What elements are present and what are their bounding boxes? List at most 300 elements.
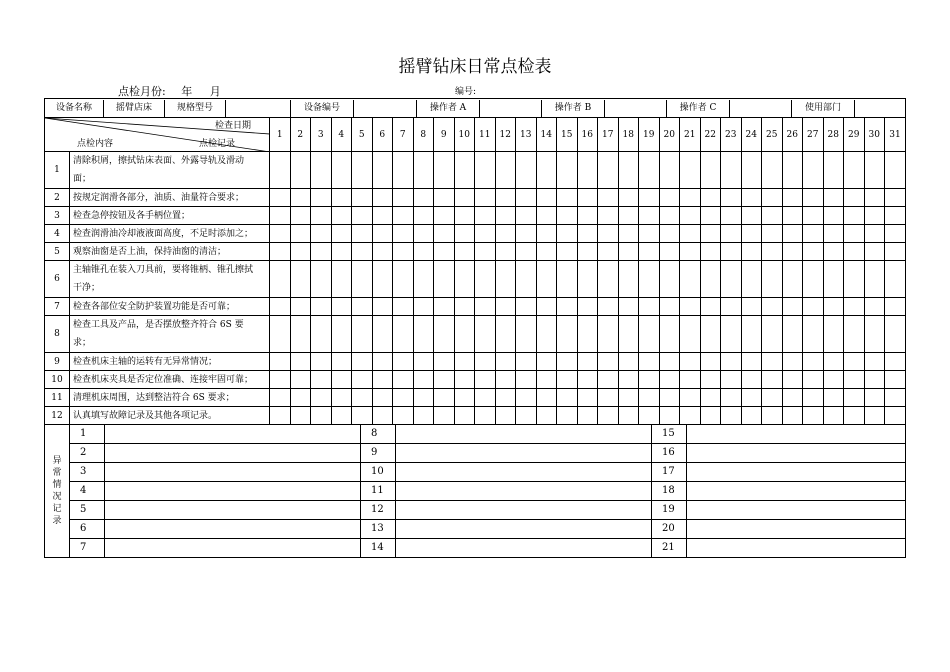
check-record-cell[interactable] [762,225,783,243]
check-record-cell[interactable] [823,353,844,371]
check-record-cell[interactable] [393,316,414,353]
check-record-cell[interactable] [885,225,906,243]
check-record-cell[interactable] [680,189,701,207]
check-record-cell[interactable] [290,298,311,316]
check-record-cell[interactable] [516,407,537,425]
abnormal-record-field[interactable] [396,520,652,538]
check-record-cell[interactable] [352,225,373,243]
check-record-cell[interactable] [618,261,639,298]
check-record-cell[interactable] [844,261,865,298]
check-record-cell[interactable] [577,316,598,353]
check-record-cell[interactable] [536,189,557,207]
check-record-cell[interactable] [659,407,680,425]
check-record-cell[interactable] [495,407,516,425]
check-record-cell[interactable] [639,353,660,371]
check-record-cell[interactable] [516,243,537,261]
check-record-cell[interactable] [762,298,783,316]
check-record-cell[interactable] [372,152,393,189]
check-record-cell[interactable] [659,225,680,243]
check-record-cell[interactable] [434,316,455,353]
check-record-cell[interactable] [536,371,557,389]
check-record-cell[interactable] [434,225,455,243]
check-record-cell[interactable] [700,243,721,261]
check-record-cell[interactable] [577,152,598,189]
check-record-cell[interactable] [557,243,578,261]
check-record-cell[interactable] [741,407,762,425]
check-record-cell[interactable] [372,225,393,243]
check-record-cell[interactable] [741,243,762,261]
check-record-cell[interactable] [762,389,783,407]
check-record-cell[interactable] [331,189,352,207]
check-record-cell[interactable] [782,316,803,353]
check-record-cell[interactable] [434,261,455,298]
check-record-cell[interactable] [721,225,742,243]
check-record-cell[interactable] [352,371,373,389]
check-record-cell[interactable] [290,407,311,425]
check-record-cell[interactable] [475,189,496,207]
check-record-cell[interactable] [331,225,352,243]
check-record-cell[interactable] [475,389,496,407]
check-record-cell[interactable] [803,298,824,316]
check-record-cell[interactable] [270,353,291,371]
check-record-cell[interactable] [762,243,783,261]
operator-c-field[interactable] [730,100,792,117]
check-record-cell[interactable] [516,225,537,243]
check-record-cell[interactable] [413,189,434,207]
check-record-cell[interactable] [823,243,844,261]
check-record-cell[interactable] [331,152,352,189]
check-record-cell[interactable] [618,407,639,425]
check-record-cell[interactable] [823,225,844,243]
check-record-cell[interactable] [864,389,885,407]
check-record-cell[interactable] [577,371,598,389]
check-record-cell[interactable] [495,152,516,189]
check-record-cell[interactable] [557,225,578,243]
check-record-cell[interactable] [454,353,475,371]
check-record-cell[interactable] [782,261,803,298]
check-record-cell[interactable] [495,371,516,389]
check-record-cell[interactable] [557,389,578,407]
check-record-cell[interactable] [311,407,332,425]
check-record-cell[interactable] [864,371,885,389]
check-record-cell[interactable] [864,152,885,189]
check-record-cell[interactable] [516,298,537,316]
check-record-cell[interactable] [372,353,393,371]
check-record-cell[interactable] [495,189,516,207]
check-record-cell[interactable] [885,189,906,207]
check-record-cell[interactable] [803,353,824,371]
check-record-cell[interactable] [618,353,639,371]
check-record-cell[interactable] [700,261,721,298]
abnormal-record-field[interactable] [105,539,361,557]
check-record-cell[interactable] [598,261,619,298]
check-record-cell[interactable] [454,316,475,353]
check-record-cell[interactable] [290,225,311,243]
check-record-cell[interactable] [454,225,475,243]
check-record-cell[interactable] [454,152,475,189]
check-record-cell[interactable] [311,261,332,298]
check-record-cell[interactable] [495,316,516,353]
check-record-cell[interactable] [823,261,844,298]
operator-b-field[interactable] [605,100,667,117]
check-record-cell[interactable] [557,407,578,425]
check-record-cell[interactable] [659,261,680,298]
check-record-cell[interactable] [557,371,578,389]
check-record-cell[interactable] [352,243,373,261]
check-record-cell[interactable] [434,189,455,207]
check-record-cell[interactable] [372,189,393,207]
check-record-cell[interactable] [598,298,619,316]
check-record-cell[interactable] [844,353,865,371]
abnormal-record-field[interactable] [687,482,906,500]
check-record-cell[interactable] [331,316,352,353]
check-record-cell[interactable] [885,152,906,189]
check-record-cell[interactable] [864,189,885,207]
check-record-cell[interactable] [700,407,721,425]
check-record-cell[interactable] [331,261,352,298]
check-record-cell[interactable] [475,353,496,371]
check-record-cell[interactable] [413,316,434,353]
check-record-cell[interactable] [844,389,865,407]
operator-a-field[interactable] [480,100,542,117]
check-record-cell[interactable] [516,261,537,298]
check-record-cell[interactable] [372,298,393,316]
check-record-cell[interactable] [885,389,906,407]
check-record-cell[interactable] [844,189,865,207]
check-record-cell[interactable] [475,371,496,389]
abnormal-record-field[interactable] [105,501,361,519]
check-record-cell[interactable] [659,298,680,316]
check-record-cell[interactable] [331,371,352,389]
check-record-cell[interactable] [700,316,721,353]
check-record-cell[interactable] [434,152,455,189]
check-record-cell[interactable] [393,298,414,316]
check-record-cell[interactable] [803,189,824,207]
check-record-cell[interactable] [270,371,291,389]
check-record-cell[interactable] [639,407,660,425]
check-record-cell[interactable] [823,207,844,225]
check-record-cell[interactable] [270,407,291,425]
check-record-cell[interactable] [639,189,660,207]
check-record-cell[interactable] [352,207,373,225]
check-record-cell[interactable] [721,261,742,298]
check-record-cell[interactable] [700,298,721,316]
check-record-cell[interactable] [495,207,516,225]
check-record-cell[interactable] [782,207,803,225]
check-record-cell[interactable] [557,316,578,353]
check-record-cell[interactable] [721,353,742,371]
check-record-cell[interactable] [680,152,701,189]
check-record-cell[interactable] [475,207,496,225]
check-record-cell[interactable] [434,243,455,261]
check-record-cell[interactable] [372,389,393,407]
check-record-cell[interactable] [577,189,598,207]
check-record-cell[interactable] [270,316,291,353]
check-record-cell[interactable] [577,407,598,425]
check-record-cell[interactable] [782,298,803,316]
check-record-cell[interactable] [782,353,803,371]
check-record-cell[interactable] [680,316,701,353]
check-record-cell[interactable] [864,243,885,261]
check-record-cell[interactable] [721,371,742,389]
check-record-cell[interactable] [659,152,680,189]
check-record-cell[interactable] [516,189,537,207]
check-record-cell[interactable] [618,189,639,207]
check-record-cell[interactable] [270,298,291,316]
check-record-cell[interactable] [844,316,865,353]
abnormal-record-field[interactable] [396,425,652,443]
check-record-cell[interactable] [639,316,660,353]
check-record-cell[interactable] [557,152,578,189]
check-record-cell[interactable] [557,189,578,207]
check-record-cell[interactable] [823,189,844,207]
check-record-cell[interactable] [495,353,516,371]
check-record-cell[interactable] [618,298,639,316]
check-record-cell[interactable] [270,389,291,407]
check-record-cell[interactable] [311,152,332,189]
check-record-cell[interactable] [598,189,619,207]
check-record-cell[interactable] [823,407,844,425]
check-record-cell[interactable] [618,316,639,353]
check-record-cell[interactable] [413,353,434,371]
check-record-cell[interactable] [680,353,701,371]
check-record-cell[interactable] [393,407,414,425]
check-record-cell[interactable] [680,298,701,316]
check-record-cell[interactable] [536,407,557,425]
check-record-cell[interactable] [721,298,742,316]
check-record-cell[interactable] [434,298,455,316]
check-record-cell[interactable] [721,389,742,407]
check-record-cell[interactable] [331,298,352,316]
check-record-cell[interactable] [721,407,742,425]
check-record-cell[interactable] [536,389,557,407]
check-record-cell[interactable] [864,353,885,371]
check-record-cell[interactable] [413,371,434,389]
check-record-cell[interactable] [413,389,434,407]
check-record-cell[interactable] [331,353,352,371]
check-record-cell[interactable] [741,353,762,371]
check-record-cell[interactable] [577,298,598,316]
check-record-cell[interactable] [434,407,455,425]
check-record-cell[interactable] [372,407,393,425]
check-record-cell[interactable] [844,407,865,425]
check-record-cell[interactable] [864,207,885,225]
check-record-cell[interactable] [721,243,742,261]
check-record-cell[interactable] [352,316,373,353]
check-record-cell[interactable] [495,225,516,243]
abnormal-record-field[interactable] [105,425,361,443]
check-record-cell[interactable] [721,189,742,207]
check-record-cell[interactable] [680,207,701,225]
check-record-cell[interactable] [700,207,721,225]
check-record-cell[interactable] [393,207,414,225]
check-record-cell[interactable] [516,316,537,353]
check-record-cell[interactable] [803,225,824,243]
check-record-cell[interactable] [270,261,291,298]
check-record-cell[interactable] [823,298,844,316]
check-record-cell[interactable] [659,243,680,261]
check-record-cell[interactable] [311,189,332,207]
check-record-cell[interactable] [659,389,680,407]
abnormal-record-field[interactable] [396,501,652,519]
check-record-cell[interactable] [680,225,701,243]
check-record-cell[interactable] [372,316,393,353]
check-record-cell[interactable] [352,389,373,407]
check-record-cell[interactable] [475,298,496,316]
check-record-cell[interactable] [311,243,332,261]
check-record-cell[interactable] [885,207,906,225]
check-record-cell[interactable] [864,298,885,316]
check-record-cell[interactable] [536,225,557,243]
check-record-cell[interactable] [393,152,414,189]
check-record-cell[interactable] [885,316,906,353]
check-record-cell[interactable] [577,389,598,407]
check-record-cell[interactable] [762,189,783,207]
check-record-cell[interactable] [844,371,865,389]
check-record-cell[interactable] [495,298,516,316]
check-record-cell[interactable] [454,371,475,389]
check-record-cell[interactable] [700,389,721,407]
check-record-cell[interactable] [372,261,393,298]
check-record-cell[interactable] [885,407,906,425]
check-record-cell[interactable] [536,207,557,225]
check-record-cell[interactable] [741,371,762,389]
check-record-cell[interactable] [577,243,598,261]
abnormal-record-field[interactable] [687,444,906,462]
abnormal-record-field[interactable] [105,463,361,481]
check-record-cell[interactable] [639,207,660,225]
check-record-cell[interactable] [495,261,516,298]
check-record-cell[interactable] [844,243,865,261]
check-record-cell[interactable] [372,371,393,389]
check-record-cell[interactable] [721,316,742,353]
check-record-cell[interactable] [598,207,619,225]
check-record-cell[interactable] [577,207,598,225]
check-record-cell[interactable] [270,152,291,189]
check-record-cell[interactable] [864,407,885,425]
check-record-cell[interactable] [557,261,578,298]
check-record-cell[interactable] [475,243,496,261]
check-record-cell[interactable] [639,389,660,407]
check-record-cell[interactable] [290,389,311,407]
check-record-cell[interactable] [721,152,742,189]
check-record-cell[interactable] [598,353,619,371]
check-record-cell[interactable] [659,371,680,389]
check-record-cell[interactable] [290,371,311,389]
check-record-cell[interactable] [680,261,701,298]
check-record-cell[interactable] [782,225,803,243]
check-record-cell[interactable] [721,207,742,225]
check-record-cell[interactable] [475,152,496,189]
check-record-cell[interactable] [372,243,393,261]
abnormal-record-field[interactable] [687,425,906,443]
check-record-cell[interactable] [557,207,578,225]
check-record-cell[interactable] [516,207,537,225]
check-record-cell[interactable] [782,189,803,207]
check-record-cell[interactable] [639,298,660,316]
abnormal-record-field[interactable] [105,482,361,500]
check-record-cell[interactable] [331,207,352,225]
check-record-cell[interactable] [762,152,783,189]
check-record-cell[interactable] [434,353,455,371]
check-record-cell[interactable] [311,298,332,316]
check-record-cell[interactable] [290,353,311,371]
check-record-cell[interactable] [741,189,762,207]
check-record-cell[interactable] [352,261,373,298]
check-record-cell[interactable] [885,371,906,389]
abnormal-record-field[interactable] [396,444,652,462]
check-record-cell[interactable] [352,298,373,316]
abnormal-record-field[interactable] [687,539,906,557]
check-record-cell[interactable] [413,298,434,316]
check-record-cell[interactable] [536,261,557,298]
check-record-cell[interactable] [823,389,844,407]
check-record-cell[interactable] [741,207,762,225]
check-record-cell[interactable] [844,298,865,316]
check-record-cell[interactable] [700,371,721,389]
check-record-cell[interactable] [680,407,701,425]
check-record-cell[interactable] [598,316,619,353]
check-record-cell[interactable] [536,243,557,261]
check-record-cell[interactable] [844,225,865,243]
check-record-cell[interactable] [639,261,660,298]
check-record-cell[interactable] [454,261,475,298]
check-record-cell[interactable] [372,207,393,225]
check-record-cell[interactable] [680,371,701,389]
check-record-cell[interactable] [331,389,352,407]
check-record-cell[interactable] [639,371,660,389]
check-record-cell[interactable] [311,207,332,225]
check-record-cell[interactable] [782,389,803,407]
check-record-cell[interactable] [434,371,455,389]
check-record-cell[interactable] [577,261,598,298]
check-record-cell[interactable] [434,389,455,407]
check-record-cell[interactable] [803,152,824,189]
check-record-cell[interactable] [454,298,475,316]
spec-value-field[interactable] [226,100,291,117]
abnormal-record-field[interactable] [396,539,652,557]
check-record-cell[interactable] [782,371,803,389]
check-record-cell[interactable] [803,389,824,407]
check-record-cell[interactable] [413,243,434,261]
check-record-cell[interactable] [516,353,537,371]
check-record-cell[interactable] [352,353,373,371]
check-record-cell[interactable] [311,225,332,243]
check-record-cell[interactable] [413,207,434,225]
check-record-cell[interactable] [577,353,598,371]
check-record-cell[interactable] [352,407,373,425]
check-record-cell[interactable] [331,243,352,261]
check-record-cell[interactable] [762,261,783,298]
check-record-cell[interactable] [393,243,414,261]
check-record-cell[interactable] [639,243,660,261]
check-record-cell[interactable] [700,225,721,243]
check-record-cell[interactable] [495,389,516,407]
check-record-cell[interactable] [618,207,639,225]
check-record-cell[interactable] [762,371,783,389]
check-record-cell[interactable] [823,152,844,189]
check-record-cell[interactable] [741,225,762,243]
check-record-cell[interactable] [311,316,332,353]
check-record-cell[interactable] [659,207,680,225]
check-record-cell[interactable] [659,353,680,371]
check-record-cell[interactable] [495,243,516,261]
check-record-cell[interactable] [639,152,660,189]
check-record-cell[interactable] [803,316,824,353]
check-record-cell[interactable] [639,225,660,243]
check-record-cell[interactable] [700,189,721,207]
check-record-cell[interactable] [393,261,414,298]
